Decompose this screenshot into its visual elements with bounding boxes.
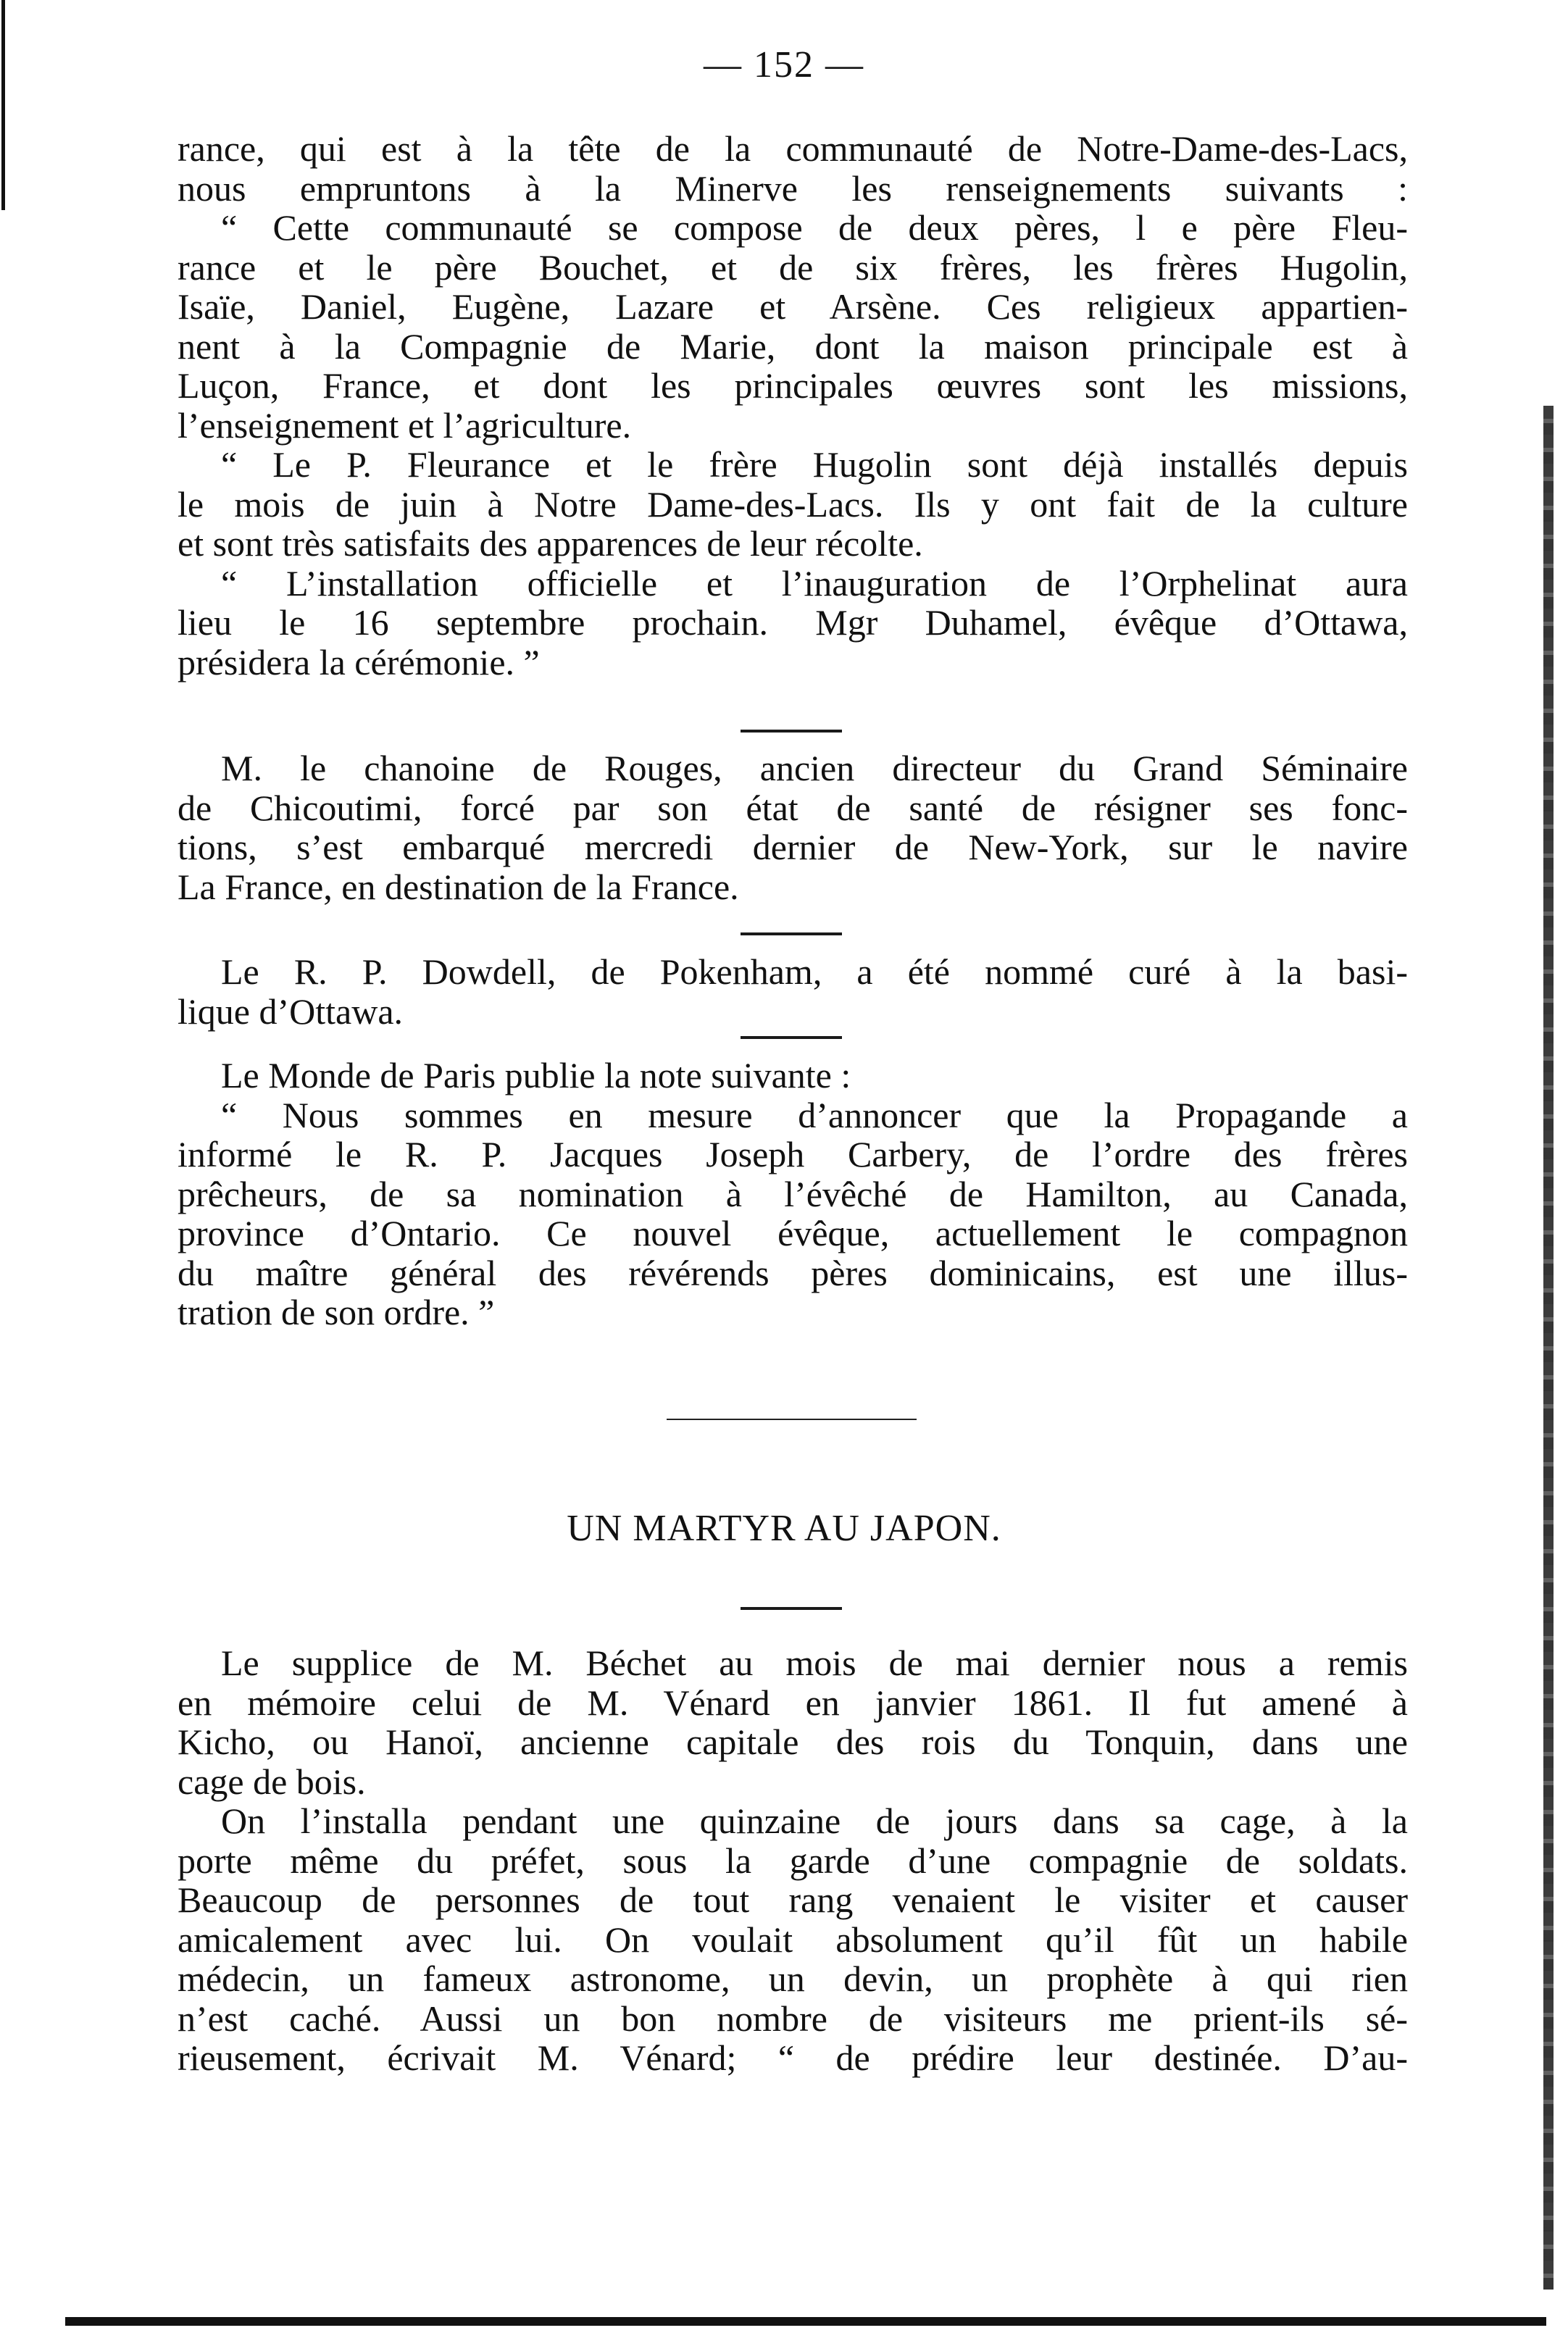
text-line: “ Cette communauté se compose de deux pères, l e père Fleu- xyxy=(221,207,1408,248)
text-line: Kicho, ou Hanoï, ancienne capitale des rois du Tonquin, dans une xyxy=(178,1721,1408,1762)
text-line: Le R. P. Dowdell, de Pokenham, a été nommé curé à la basi- xyxy=(221,951,1408,992)
text-line: amicalement avec lui. On voulait absolument qu’il fût un habile xyxy=(178,1919,1408,1960)
text-line: tration de son ordre. ” xyxy=(178,1292,495,1332)
paragraph-rouges xyxy=(178,748,1408,906)
text-line: le mois de juin à Notre Dame-des-Lacs. Ils y ont fait de la culture xyxy=(178,483,1408,525)
text-line: tions, s’est embarqué mercredi dernier de New-York, sur le navire xyxy=(178,827,1408,867)
text-line: Beaucoup de personnes de tout rang venaient le visiter et causer xyxy=(178,1879,1408,1920)
text-line: du maître général des révérends pères dominicains, est une illus- xyxy=(178,1252,1408,1293)
text-line: présidera la cérémonie. ” xyxy=(178,641,540,683)
text-line: Luçon, France, et dont les principales œuvres sont les missions, xyxy=(178,365,1408,406)
page-number: — 152 — xyxy=(704,44,864,85)
text-line: rance, qui est à la tête de la communauté de Notre-Dame-des-Lacs, xyxy=(178,128,1408,169)
text-line: n’est caché. Aussi un bon nombre de visiteurs me prient-ils sé- xyxy=(178,1998,1408,2039)
text-line: La France, en destination de la France. xyxy=(178,866,739,907)
scan-edge-left xyxy=(1,0,5,210)
text-line: nous empruntons à la Minerve les renseignements suivants : xyxy=(178,167,1408,209)
text-line: cage de bois. xyxy=(178,1761,366,1802)
text-line: prêcheurs, de sa nomination à l’évêché de Hamilton, au Canada, xyxy=(178,1173,1408,1214)
section-separator xyxy=(667,1419,917,1420)
text-line: en mémoire celui de M. Vénard en janvier 1861. Il fut amené à xyxy=(178,1682,1408,1723)
section-divider xyxy=(741,1036,842,1039)
text-line: nent à la Compagnie de Marie, dont la maison principale est à xyxy=(178,325,1408,367)
text-line: M. le chanoine de Rouges, ancien directeur du Grand Séminaire xyxy=(221,748,1408,788)
section-divider xyxy=(741,932,842,935)
heading-divider xyxy=(741,1607,842,1610)
text-line: lique d’Ottawa. xyxy=(178,990,404,1032)
paragraph-orphanage xyxy=(178,129,1408,682)
paragraph-monde xyxy=(178,1056,1408,1332)
text-line: informé le R. P. Jacques Joseph Carbery, de l’ordre des frères xyxy=(178,1134,1408,1174)
text-line: médecin, un fameux astronome, un devin, un prophète à qui rien xyxy=(178,1958,1408,1999)
scan-edge-bottom xyxy=(65,2317,1546,2326)
text-line: Le supplice de M. Béchet au mois de mai dernier nous a remis xyxy=(221,1643,1408,1683)
text-line: rance et le père Bouchet, et de six frères, les frères Hugolin, xyxy=(178,246,1408,288)
paragraph-dowdell xyxy=(178,952,1408,1031)
paragraph-martyr xyxy=(178,1643,1408,2078)
text-line: porte même du préfet, sous la garde d’une compagnie de soldats. xyxy=(178,1840,1408,1881)
text-line: Le Monde de Paris publie la note suivante : xyxy=(221,1055,851,1095)
text-line: Isaïe, Daniel, Eugène, Lazare et Arsène. Ces religieux appartien- xyxy=(178,286,1408,327)
text-line: province d’Ontario. Ce nouvel évêque, actuellement le compagnon xyxy=(178,1213,1408,1253)
text-line: “ L’installation officielle et l’inauguration de l’Orphelinat aura xyxy=(221,562,1408,604)
text-line: “ Le P. Fleurance et le frère Hugolin sont déjà installés depuis xyxy=(221,444,1408,485)
scan-edge-right xyxy=(1543,406,1554,2290)
text-line: rieusement, écrivait M. Vénard; “ de prédire leur destinée. D’au- xyxy=(178,2037,1408,2078)
text-line: On l’installa pendant une quinzaine de jours dans sa cage, à la xyxy=(221,1800,1408,1841)
text-line: de Chicoutimi, forcé par son état de santé de résigner ses fonc- xyxy=(178,787,1408,828)
section-divider xyxy=(741,730,842,733)
section-heading: UN MARTYR AU JAPON. xyxy=(567,1508,1001,1549)
text-line: “ Nous sommes en mesure d’annoncer que la Propagande a xyxy=(221,1094,1408,1135)
text-line: lieu le 16 septembre prochain. Mgr Duhamel, évêque d’Ottawa, xyxy=(178,602,1408,643)
text-line: et sont très satisfaits des apparences de leur récolte. xyxy=(178,523,923,564)
text-line: l’enseignement et l’agriculture. xyxy=(178,404,632,446)
